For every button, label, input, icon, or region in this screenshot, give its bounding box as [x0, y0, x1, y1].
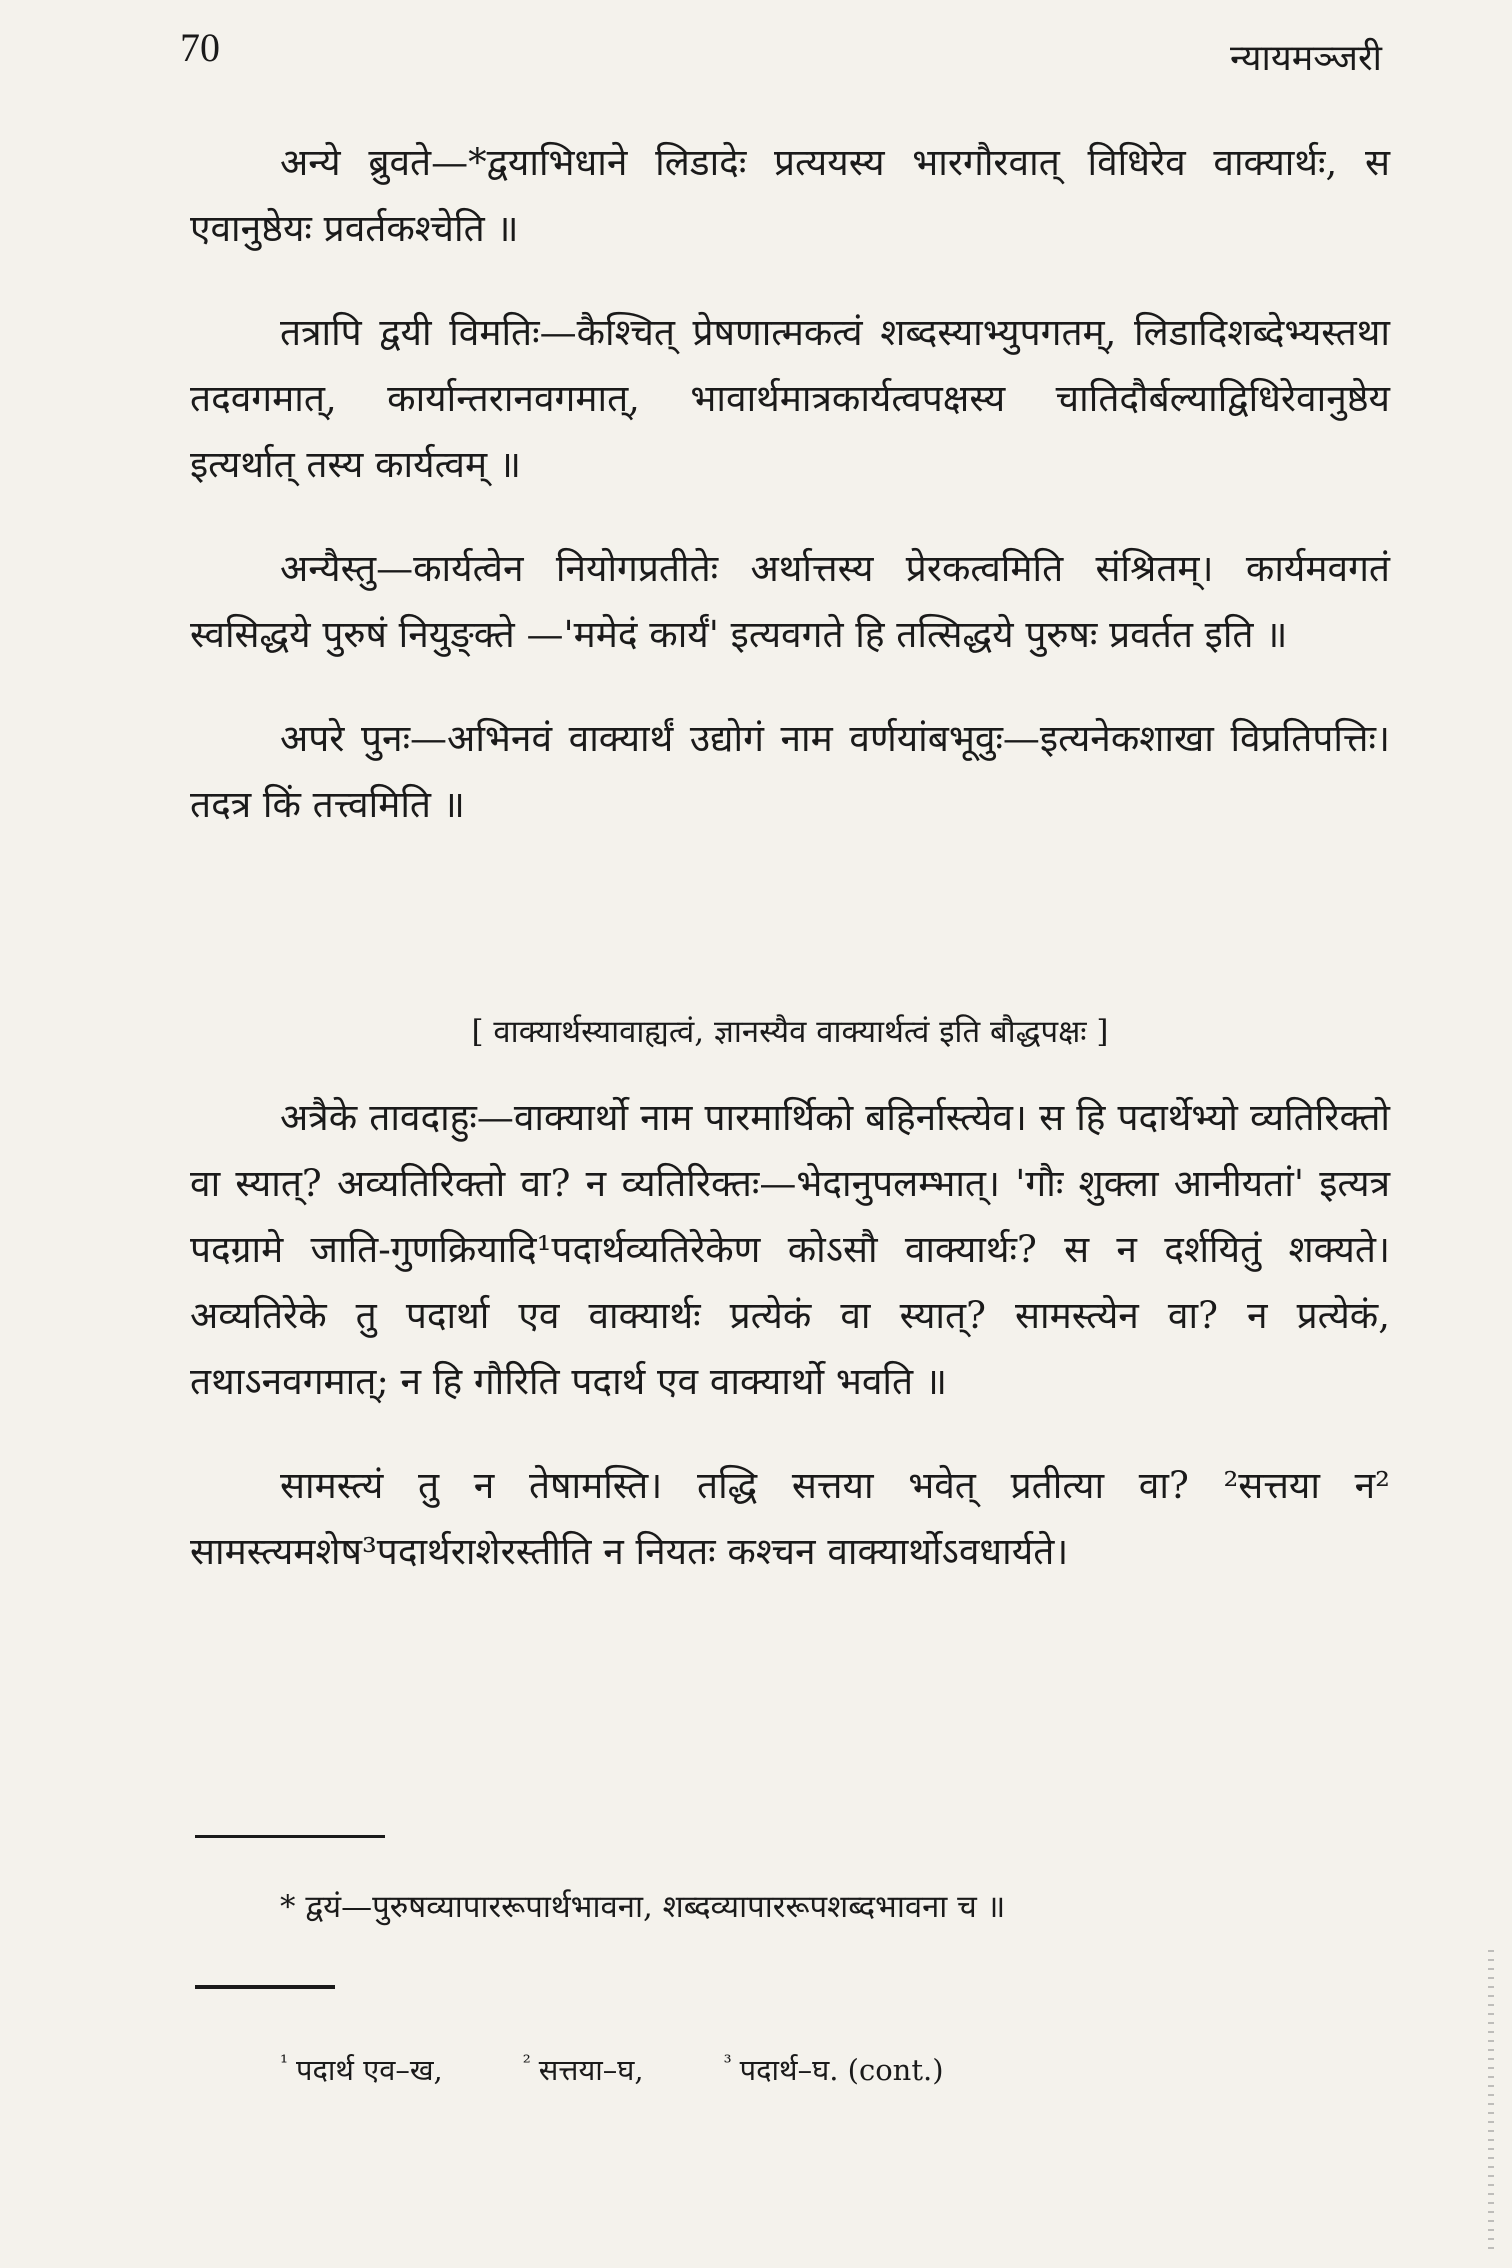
variant-readings [280, 2050, 944, 2089]
section-heading: [ वाक्यार्थस्यावाह्यत्वं, ज्ञानस्यैव वाक्यार्थत्वं इति बौद्धपक्षः ] [471, 1014, 1109, 1050]
variants-rule [195, 1985, 335, 1989]
paragraph: अन्ये ब्रुवते—*द्वयाभिधाने लिडादेः प्रत्ययस्य भारगौरवात् विधिरेव वाक्यार्थः, स एवानुष्ठेयः प्रवर्तकश्चेति ॥ [190, 141, 1390, 250]
paragraph: अन्यैस्तु—कार्यत्वेन नियोगप्रतीतेः अर्थात्तस्य प्रेरकत्वमिति संश्रितम्। कार्यमवगतं स्वसिद्धये पुरुषं नियुङ्क्ते —'ममेदं कार्यं' इत्यवगते हि तत्सिद्धये पुरुषः प्रवर्तत इति ॥ [190, 547, 1390, 656]
paragraph: अत्रैके तावदाहुः—वाक्यार्थो नाम पारमार्थिको बहिर्नास्त्येव। स हि पदार्थेभ्यो व्यतिरिक्तो वा स्यात्? अव्यतिरिक्तो वा? न व्यतिरिक्तः—भेदानुपलम्भात्। 'गौः शुक्ला आनीयतां' इत्यत्र पदग्रामे जाति-गुणक्रियादि¹पदार्थव्यतिरेकेण कोऽसौ वाक्यार्थः? स न दर्शयितुं शक्यते। अव्यतिरेके तु पदार्था एव वाक्यार्थः प्रत्येकं वा स्यात्? सामस्त्येन वा? न प्रत्येकं, तथाऽनवगमात्; न हि गौरिति पदार्थ एव वाक्यार्थो भवति ॥ [190, 1096, 1390, 1403]
section-text [190, 1085, 1390, 1585]
paragraph: अपरे पुनः—अभिनवं वाक्यार्थं उद्योगं नाम वर्णयांबभूवुः—इत्यनेकशाखा विप्रतिपत्तिः। तदत्र किं तत्त्वमिति ॥ [190, 717, 1390, 826]
paragraph: तत्रापि द्वयी विमतिः—कैश्चित् प्रेषणात्मकत्वं शब्दस्याभ्युपगतम्, लिडादिशब्देभ्यस्तथा तदवगमात्, कार्यान्तरानवगमात्, भावार्थमात्रकार्यत्वपक्षस्य चातिदौर्बल्याद्विधिरेवानुष्ठेय इत्यर्थात् तस्य कार्यत्वम् ॥ [190, 311, 1390, 486]
opening-text [190, 130, 1390, 838]
page-number: 70 [180, 25, 220, 70]
variant-reading: $^{^3}$ पदार्थ–घ. (cont.) [723, 2050, 944, 2087]
footnote-rule [195, 1835, 385, 1838]
paragraph: सामस्त्यं तु न तेषामस्ति। तद्धि सत्तया भवेत् प्रतीत्या वा? ²सत्तया न² सामस्त्यमशेष³पदार्थराशेरस्तीति न नियतः कश्चन वाक्यार्थोऽवधार्यते। [190, 1464, 1390, 1573]
running-title: न्यायमञ्जरी [1230, 38, 1382, 79]
scan-edge-artifact [1488, 1950, 1494, 2250]
variant-reading: $^{^2}$ सत्तया–घ, [522, 2050, 644, 2087]
footnote: * द्वयं—पुरुषव्यापाररूपार्थभावना, शब्दव्यापाररूपशब्दभावना च ॥ [280, 1889, 1006, 1925]
variant-reading: $^{^1}$ पदार्थ एव–ख, [280, 2050, 443, 2087]
